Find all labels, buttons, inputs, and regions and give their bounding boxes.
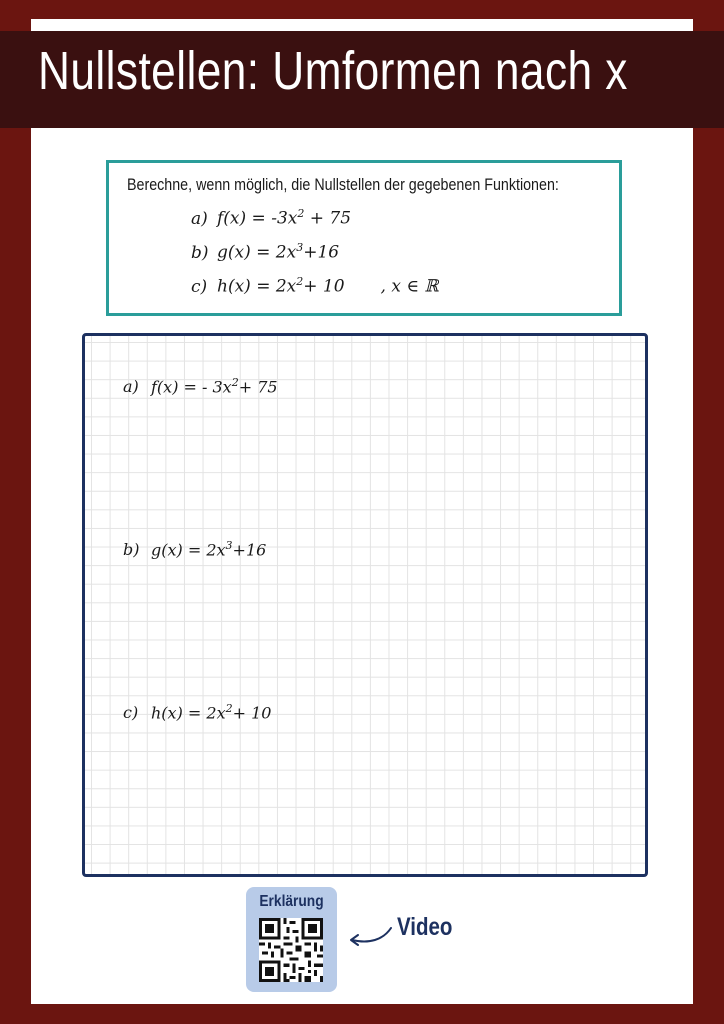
task-box — [106, 160, 622, 316]
work-item-label: a) — [123, 377, 139, 397]
work-item-label: c) — [123, 703, 139, 723]
task-item-c — [191, 275, 438, 297]
work-item-lhs: h(x) = 2x — [151, 703, 226, 723]
task-item-exponent: 2 — [296, 275, 304, 288]
task-item-label: b) — [191, 242, 209, 263]
work-item-a — [123, 376, 278, 396]
work-item-label: b) — [123, 540, 140, 560]
video-link[interactable]: Video — [397, 913, 453, 941]
task-instruction: Berechne, wenn möglich, die Nullstellen der gegebenen Funktionen: — [127, 175, 559, 194]
task-item-rhs: + 10 — [303, 276, 345, 297]
work-item-c — [123, 702, 271, 722]
qr-card[interactable] — [246, 887, 337, 992]
qr-label: Erklärung — [259, 893, 324, 910]
work-item-rhs: + 75 — [238, 377, 278, 397]
work-item-exponent: 3 — [225, 539, 233, 552]
work-item-exponent: 2 — [231, 376, 239, 389]
task-item-lhs: h(x) = 2x — [217, 276, 297, 297]
work-item-rhs: + 10 — [232, 703, 272, 723]
arrow-left-icon — [347, 920, 395, 950]
task-item-label: a) — [191, 208, 208, 229]
work-item-rhs: +16 — [232, 540, 267, 560]
task-item-lhs: g(x) = 2x — [217, 242, 297, 263]
task-item-lhs: f(x) = -3x — [217, 208, 298, 229]
task-item-label: c) — [191, 276, 208, 297]
task-item-rhs: +16 — [303, 242, 340, 263]
page-title: Nullstellen: Umformen nach x — [38, 41, 628, 101]
work-item-lhs: f(x) = - 3x — [151, 377, 232, 397]
task-item-b — [191, 241, 339, 263]
qr-code-icon[interactable] — [259, 918, 323, 982]
work-item-lhs: g(x) = 2x — [151, 540, 226, 560]
answer-grid[interactable] — [82, 333, 648, 877]
task-item-domain: , x ∈ ℝ — [380, 276, 439, 297]
task-item-a — [191, 207, 351, 229]
task-item-exponent: 2 — [297, 207, 305, 220]
task-item-rhs: + 75 — [304, 208, 352, 229]
work-item-exponent: 2 — [225, 702, 233, 715]
work-item-b — [123, 539, 266, 559]
task-item-exponent: 3 — [296, 241, 304, 254]
